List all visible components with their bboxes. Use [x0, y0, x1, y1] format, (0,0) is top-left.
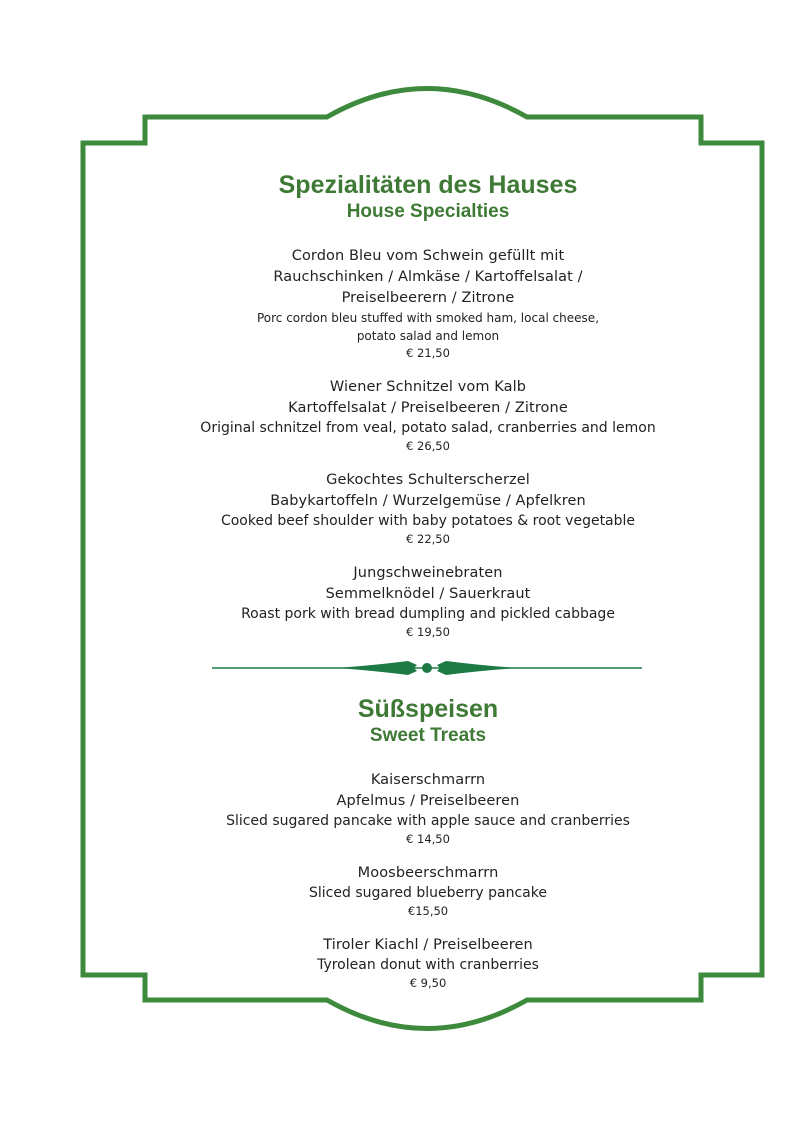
item-price: € 26,50	[406, 439, 450, 453]
menu-item-schulterscherzel	[150, 470, 706, 548]
item-english: Cooked beef shoulder with baby potatoes & root vegetable	[220, 513, 636, 529]
section-subtitle: House Specialties	[346, 201, 510, 222]
menu-item-kaiserschmarrn	[150, 770, 706, 848]
item-line: Gekochtes Schulterscherzel	[326, 472, 530, 488]
menu-item-cordon-bleu	[150, 246, 706, 362]
menu-item-tiroler-kiachl	[150, 935, 706, 992]
item-price: € 22,50	[406, 532, 450, 546]
item-line: Apfelmus / Preiselbeeren	[336, 793, 520, 809]
item-price: € 21,50	[406, 346, 450, 360]
section-sweet-treats	[150, 694, 706, 992]
item-english: Roast pork with bread dumpling and pickled cabbage	[241, 606, 615, 622]
item-price: € 9,50	[409, 976, 447, 990]
item-price: €15,50	[407, 904, 449, 918]
section-title: Süßspeisen	[357, 695, 499, 723]
item-price: € 14,50	[406, 832, 450, 846]
item-line: Tiroler Kiachl / Preiselbeeren	[323, 937, 533, 953]
item-line: Preiselbeerern / Zitrone	[341, 290, 515, 306]
item-english: Tyrolean donut with cranberries	[317, 957, 539, 973]
menu-item-moosbeerschmarrn	[150, 863, 706, 920]
item-line: Cordon Bleu vom Schwein gefüllt mit	[291, 248, 565, 264]
item-english: Original schnitzel from veal, potato salad, cranberries and lemon	[200, 420, 656, 436]
item-line: Babykartoffeln / Wurzelgemüse / Apfelkren	[270, 493, 586, 509]
menu-item-wiener-schnitzel	[150, 377, 706, 455]
ornament-divider	[150, 656, 706, 680]
section-subtitle: Sweet Treats	[369, 725, 487, 746]
menu-item-jungschweinebraten	[150, 563, 706, 641]
section-title: Spezialitäten des Hauses	[278, 171, 578, 199]
item-line: Kartoffelsalat / Preiselbeeren / Zitrone	[288, 400, 568, 416]
item-english: Porc cordon bleu stuffed with smoked ham, local cheese,	[256, 311, 600, 325]
item-english: Sliced sugared blueberry pancake	[309, 885, 547, 901]
menu-content	[150, 170, 706, 1007]
item-line: Rauchschinken / Almkäse / Kartoffelsalat /	[273, 269, 583, 285]
item-line: Moosbeerschmarrn	[357, 865, 499, 881]
item-line: Jungschweinebraten	[353, 565, 503, 581]
item-english: Sliced sugared pancake with apple sauce and cranberries	[226, 813, 630, 829]
ornament-divider-icon	[212, 656, 642, 680]
section-house-specialties	[150, 170, 706, 641]
item-line: Kaiserschmarrn	[370, 772, 486, 788]
item-english: potato salad and lemon	[356, 329, 500, 343]
item-line: Wiener Schnitzel vom Kalb	[329, 379, 527, 395]
item-line: Semmelknödel / Sauerkraut	[325, 586, 531, 602]
item-price: € 19,50	[406, 625, 450, 639]
